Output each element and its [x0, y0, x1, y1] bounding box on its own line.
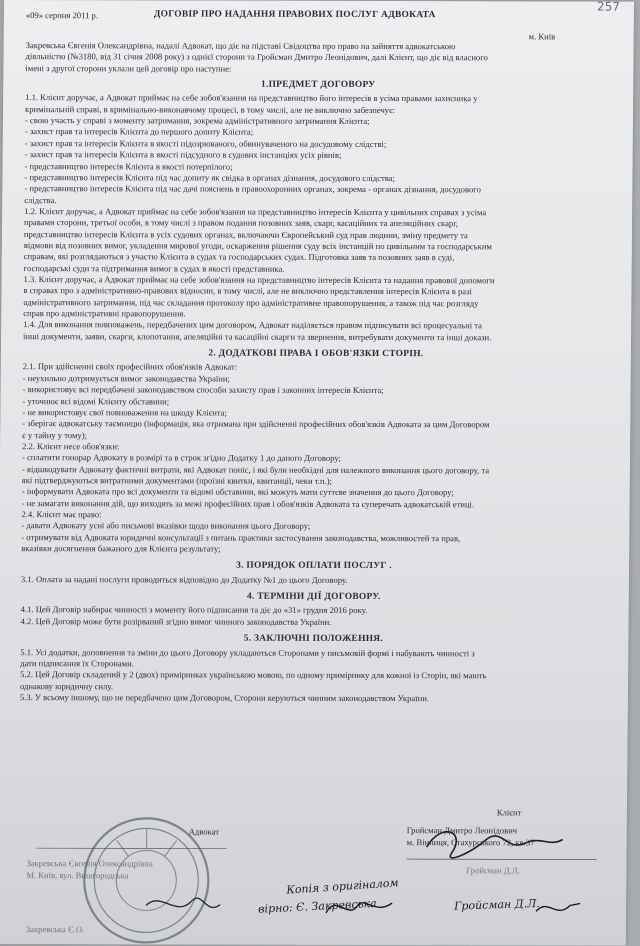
handwritten-client-name: Гройсман Д.Л. — [454, 898, 540, 912]
handwritten-copy-note: Копія з оригіналом — [286, 877, 399, 896]
section-line: - представництво інтересів Клієнта під час дачі пояснень в правоохоронних органах, зокрема - органах дізнання, досудового — [24, 183, 481, 195]
section-line: 1.3. Клієнт доручає, а Адвокат приймає на себе зобов'язання на представництво інтересів Клієнта та надання правової допомоги — [24, 274, 495, 286]
section-line: - не замагати виконання дій, що виходять за межі професійних прав і обов'язків Адвоката та суперечать адвокатській етиці. — [22, 498, 475, 510]
section-line: господарські суди та підтримання вимог в судах в якості представника. — [24, 263, 285, 275]
section-line: 1.1. Клієнт доручає, а Адвокат приймає на себе зобов'язання на представництво його інтересів в усіма правами захисника у — [25, 92, 478, 104]
section-line: - використовує всі передбачені законодавством способи захисту прав і законних інтересів Клієнта; — [23, 384, 384, 396]
section-line: - отримувати від Адвоката юридичні консультації з питань практики застосування законодавства, можливостей та прав, — [21, 532, 460, 544]
section-line: - захист прав та інтересів Клієнта до першого допиту Клієнта; — [25, 126, 253, 138]
section-line: - представництво інтересів Клієнта під час допиту як свідка в органах дізнання, досудового слідства; — [24, 172, 395, 184]
section-line: 5.1. Усі додатки, доповнення та зміни до цього Договору укладаються Сторонами у письмовій формі і набувають чинності з — [20, 647, 474, 659]
section-line: слідства. — [24, 195, 56, 206]
section-line: 4.2. Цей Договір може бути розірваний згідно вимог чинного законодавства України. — [21, 616, 332, 628]
section-heading: 2. ДОДАТКОВІ ПРАВА І ОБОВ'ЯЗКИ СТОРІН. — [1, 348, 631, 361]
section-line: - захист прав та інтересів Клієнта в якості підсудного в судових інстанціях усіх рівнів; — [25, 149, 342, 161]
intro-line: Закревська Євгенія Олександрівна, надалі Адвокат, що діє на підставі Свідоцтва про право на зайняття адвокатською — [26, 40, 456, 52]
attorney-full-name: Закревська Євгенія Олександрівна — [26, 858, 152, 870]
section-line: - уточнює всі відомі Клієнту обставини; — [22, 396, 169, 408]
section-line: вказівки досягнення бажаного для Клієнта результату; — [21, 543, 220, 555]
section-line: 2.1. При здійсненні своїх професійних обов'язків Адвокат: — [23, 362, 237, 374]
section-heading: 3. ПОРЯДОК ОПЛАТИ ПОСЛУГ . — [0, 560, 629, 573]
section-line: 1.2. Клієнт доручає, а Адвокат приймає на себе зобов'язання на представництво інтересів Клієнта у цивільних справах з усіма — [24, 206, 486, 218]
section-line: кримінальній справі, в кримінально-виконавчому процесі, в тому числі, але не виключно забезпечує: — [25, 104, 395, 116]
section-line: - зберігає адвокатську таємницю (інформація, яка отримана при здійсненні професійних обов'язків Адвоката за цим Договором — [22, 418, 489, 430]
section-line: - захист прав та інтересів Клієнта в якості підозрюваного, обвинуваченого на досудовому слідстві; — [25, 138, 387, 150]
attorney-address: М. Київ, вул. Вишгородська — [26, 870, 128, 881]
section-line: інші документи, заяви, скарги, клопотання, апеляційні та касаційні скарги та звернення, витребувати документи та інші докази. — [23, 331, 491, 343]
client-signature-label: Клієнт — [497, 807, 522, 818]
section-line: - відшкодувати Адвокату фактичні витрати, які Адвокат поніс, і які були необхідні для належного виконання цього договору, та — [22, 464, 489, 476]
section-line: - давати Адвокату усні або письмові вказівки щодо виконання цього Договору; — [21, 520, 310, 532]
page-corner-number: 257 — [597, 2, 620, 13]
section-heading: 4. ТЕРМІНИ ДІЇ ДОГОВОРУ. — [0, 591, 629, 604]
section-line: справ про адміністративні правопорушення. — [23, 308, 185, 320]
intro-line: імені з другої сторони уклали цей договір про наступне: — [25, 63, 231, 75]
section-line: є у тайну у тому); — [22, 430, 87, 441]
section-line: які підтверджуються витратними документами (проїзні квитки, квитанції, чеки т.п.); — [22, 475, 332, 487]
section-line: адміністративного затримання, під час складання протоколу про адміністративне правопорушення, а також під час розгляду — [23, 297, 478, 309]
section-line: - сплатити гонорар Адвокату в розмірі та в строк згідно Додатку 1 до даного Договору; — [22, 452, 341, 464]
section-line: справам, які розглядаються з участю Клієнта в судах та господарських судах. Підготовка заяв та позовних заяв в суді, — [24, 251, 455, 263]
section-heading: 1.ПРЕДМЕТ ДОГОВОРУ — [3, 79, 633, 92]
client-full-name: Гройсман Дмитро Леонідович — [407, 825, 517, 836]
section-line: 2.4. Клієнт має право: — [21, 509, 101, 520]
section-line: 2.2. Клієнт несе обов'язки: — [22, 441, 119, 452]
attorney-short-name: Закревська Є.О. — [26, 924, 84, 935]
intro-line: діяльністю (№3180, від 31 січня 2008 року) з однієї сторони та Гройсман Дмитро Леонідович, далі Клієнт, що діє від власного — [25, 51, 487, 63]
section-line: правами сторони, третьої особи, в тому числі з правом подання позовних заяв, скарг, касаційних та апеляційних скарг, — [24, 217, 458, 229]
contract-title: ДОГОВІР ПРО НАДАННЯ ПРАВОВИХ ПОСЛУГ АДВОКАТА — [154, 9, 436, 21]
section-line: 3.1. Оплата за надані послуги проводиться відповідно до Додатку №1 до цього Договору. — [21, 574, 348, 586]
section-line: в справах про з адміністративно-правових відносин, в тому числі, але не виключно представлення інтересів Клієнта в разі — [23, 285, 472, 297]
section-line: 5.2. Цей Договір складений у 2 (двох) примірниках українською мовою, по одному примірнику для кожної із Сторін, які мають — [20, 669, 486, 681]
section-line: 5.3. У всьому іншому, що не передбачено цим Договором, Сторони керуються чинним законодавством України. — [20, 692, 429, 704]
contract-date: «09» серпня 2011 р. — [26, 10, 98, 21]
section-line: 4.1. Цей Договір набирає чинності з моменту його підписання та діє до «31» грудня 2016 року. — [21, 605, 368, 617]
attorney-signature-label: Адвокат — [189, 827, 219, 838]
section-line: - не використовує свої повноваження на шкоду Клієнта; — [22, 407, 227, 419]
section-line: - інформувати Адвоката про всі документи та відомі обставини, які можуть мати суттєве значення до цього Договору; — [22, 486, 454, 498]
section-line: представництво інтересів Клієнта в усіх судових органах, включаючи Європейський суд прав людини, зміну предмету та — [24, 229, 468, 241]
section-line: відмови від позовних вимог, укладення мирової угоди, оскарження рішення суду всіх інстанцій по цивільним та господарським — [24, 240, 492, 252]
client-address: м. Вінниця, Стахурського 72, кв.37 — [407, 837, 535, 849]
contract-city: м. Київ — [529, 31, 556, 42]
section-line: однакову юридичну силу. — [20, 681, 113, 692]
section-line: - неухильно дотримується вимог законодавства України; — [23, 373, 230, 385]
intro-paragraph — [4, 0, 634, 2]
client-handwritten-flourish — [536, 903, 580, 911]
section-line: - свою участь у справі з моменту затримання, зокрема адміністративного затримання Клієнта; — [25, 115, 370, 127]
client-short-name: Гройсман Д.Л. — [466, 865, 519, 876]
handwritten-certified-note: вірно: Є. Закревська — [258, 898, 377, 915]
section-heading: 5. ЗАКЛЮЧНІ ПОЛОЖЕННЯ. — [0, 633, 628, 646]
section-line: - представництво інтересів Клієнта в якості потерпілого; — [25, 161, 233, 173]
section-line: дати підписання їх Сторонами. — [20, 658, 134, 670]
attorney-signature-scribble — [146, 898, 220, 907]
section-line: 1.4. Для виконання повноважень, передбачених цим договором, Адвокат наділяється правом підписувати всі процесуальні та — [23, 319, 482, 331]
contract-sections — [4, 0, 634, 2]
